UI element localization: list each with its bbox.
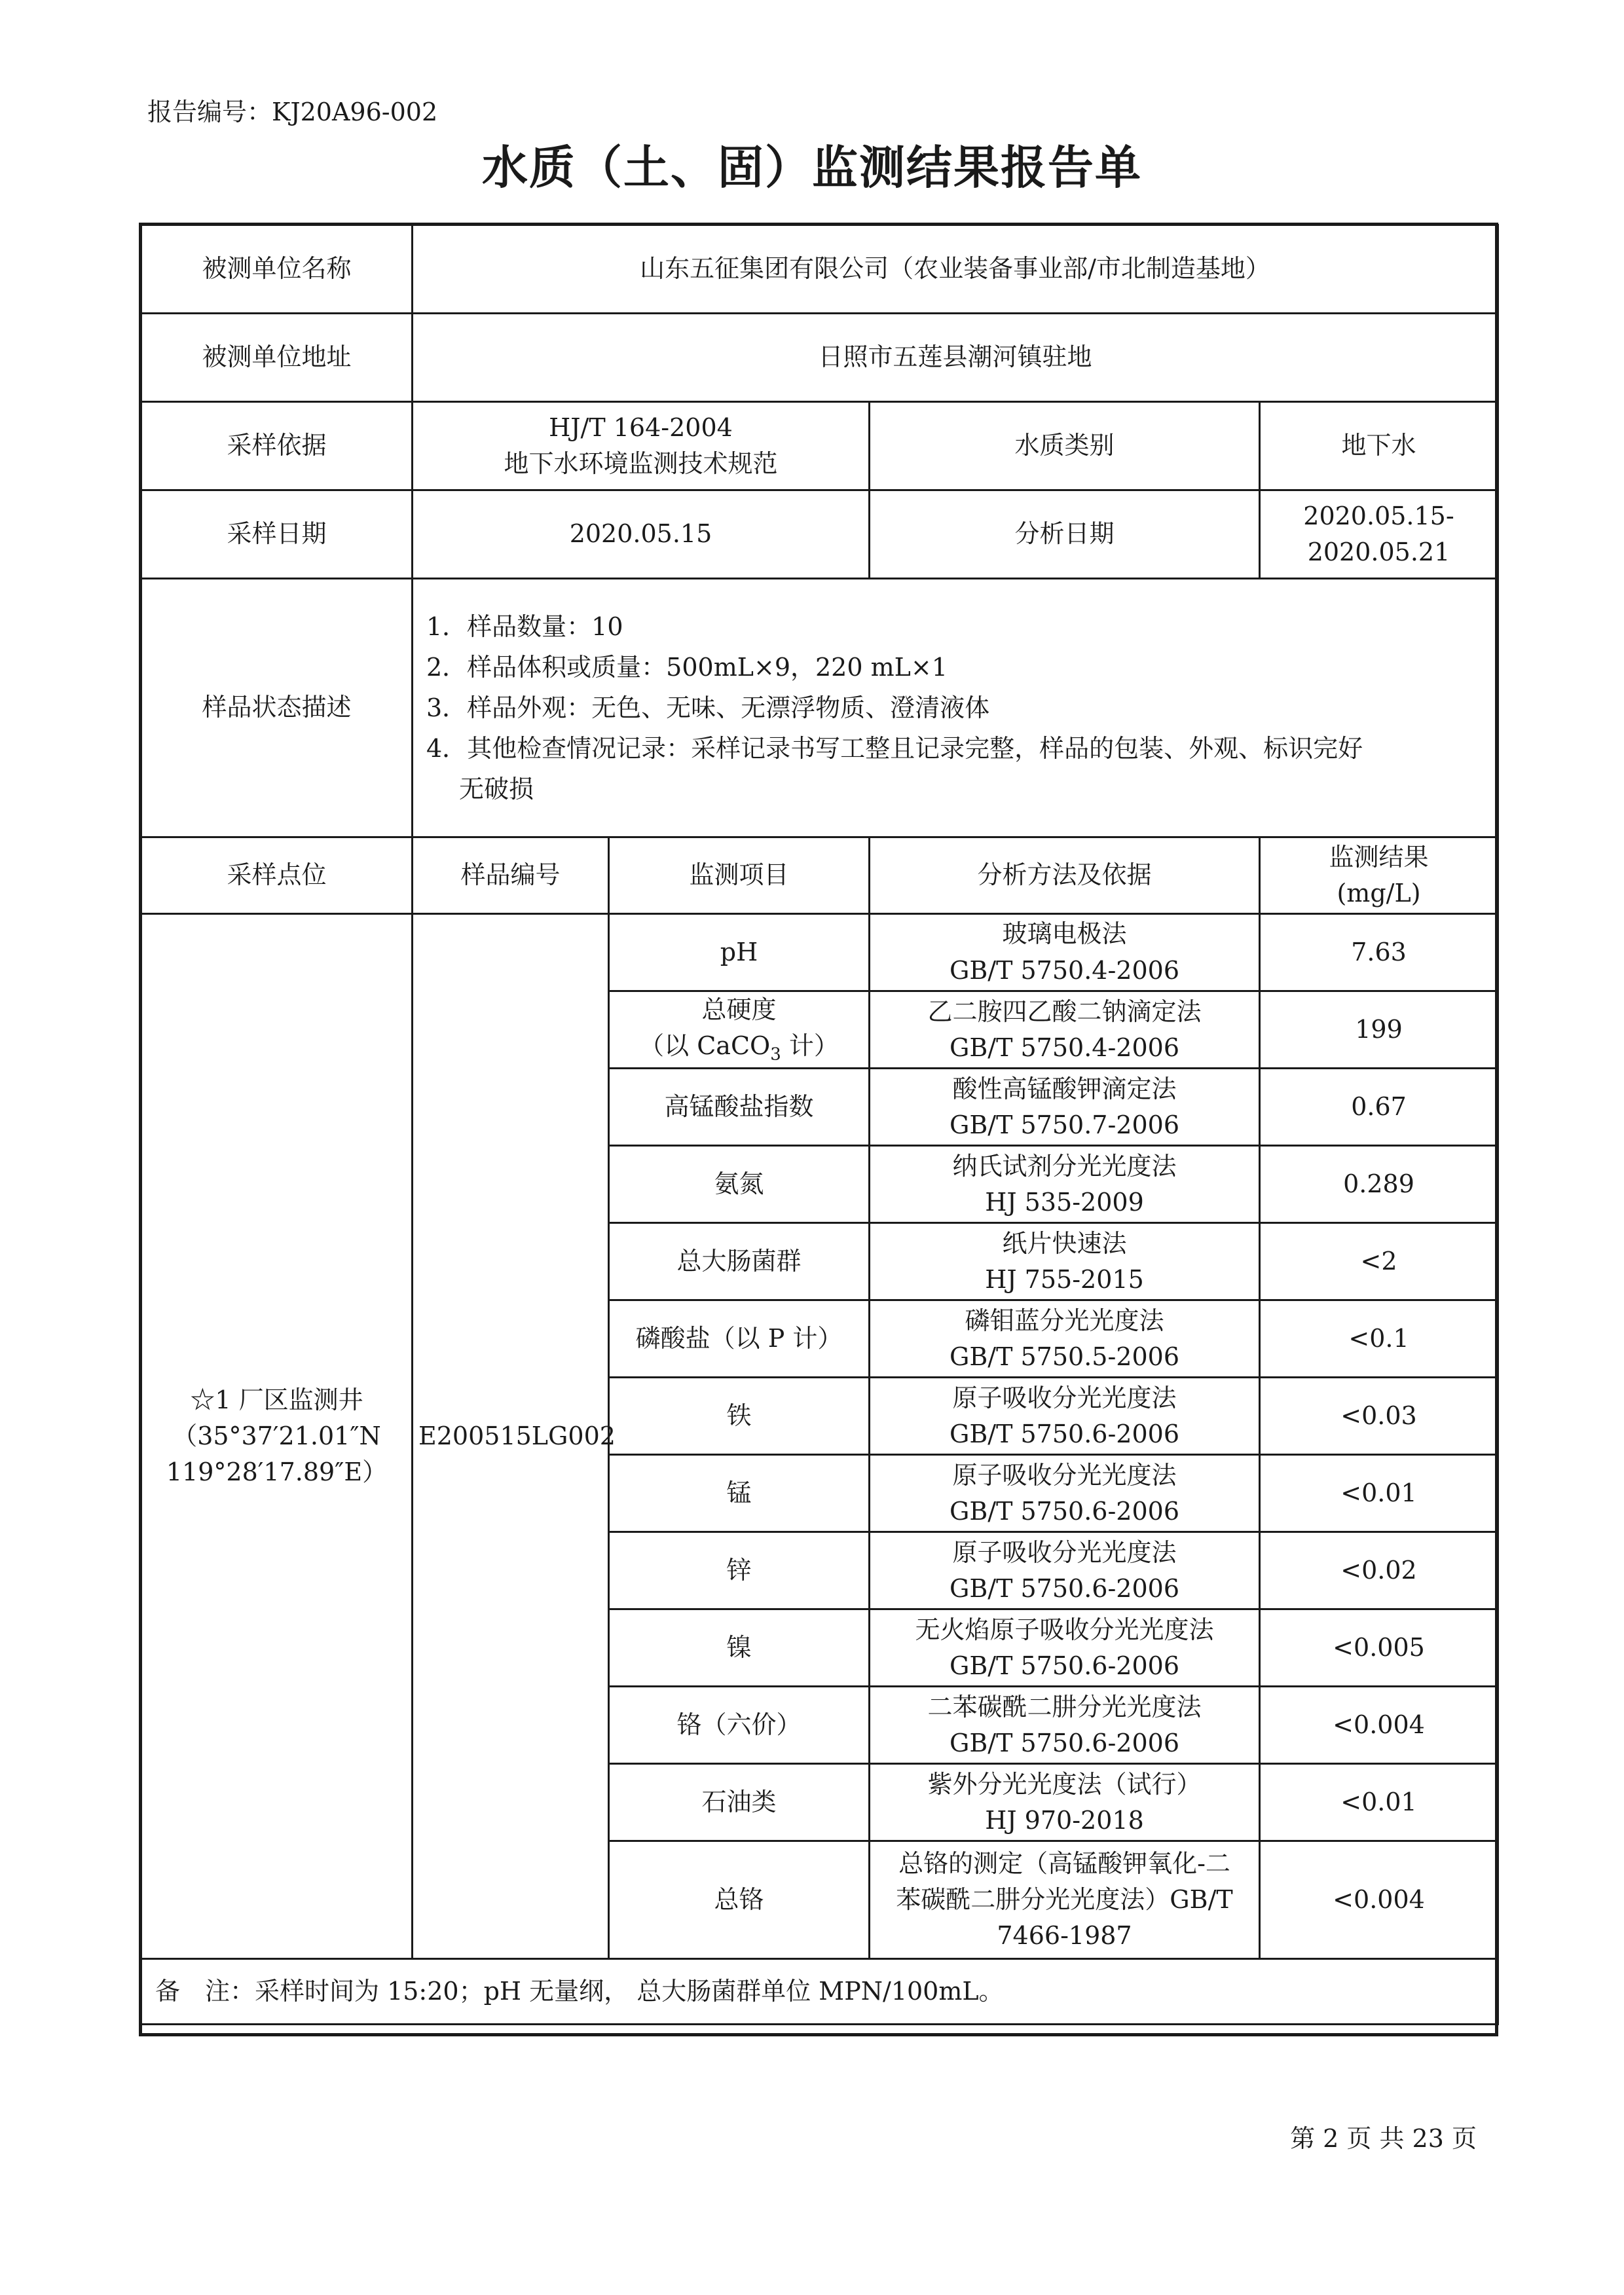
result-cell: <0.005: [1260, 1609, 1498, 1687]
page-title: 水质（土、固）监测结果报告单: [482, 141, 1142, 194]
result-cell: <0.03: [1260, 1378, 1498, 1455]
sampling-basis-label: 采样依据: [141, 402, 413, 490]
method-name: 紫外分光光度法（试行）: [927, 1769, 1202, 1799]
method-standard: GB/T 5750.5-2006: [949, 1342, 1180, 1371]
item-cell: 锌: [609, 1532, 870, 1609]
item-qualifier-a: （以 CaCO: [639, 1031, 771, 1061]
site-cell: [141, 914, 413, 1959]
item-cell: 铁: [609, 1378, 870, 1455]
item-cell: 总大肠菌群: [609, 1223, 870, 1300]
method-name: 二苯碳酰二肼分光光度法: [927, 1692, 1202, 1721]
item-cell: 高锰酸盐指数: [609, 1069, 870, 1146]
method-standard: GB/T 5750.6-2006: [949, 1651, 1180, 1680]
report-table: [140, 224, 1499, 2025]
method-name-cont: 苯碳酰二肼分光光度法）GB/T: [896, 1885, 1233, 1915]
result-cell: <0.004: [1260, 1687, 1498, 1764]
method-standard: HJ 970-2018: [985, 1805, 1144, 1835]
result-cell: <2: [1260, 1223, 1498, 1300]
method-cell: [870, 1841, 1260, 1959]
unit-name-value: 山东五征集团有限公司（农业装备事业部/市北制造基地）: [413, 225, 1498, 314]
result-cell: <0.01: [1260, 1455, 1498, 1532]
column-header-row: [141, 837, 1498, 914]
result-cell: 0.67: [1260, 1069, 1498, 1146]
unit-address-value: 日照市五莲县潮河镇驻地: [413, 314, 1498, 402]
method-cell: [870, 1609, 1260, 1687]
col-header-sample-no: 样品编号: [413, 837, 609, 914]
site-longitude: 119°28′17.89″E）: [166, 1458, 388, 1487]
method-cell: [870, 1455, 1260, 1532]
item-qualifier-sub: 3: [770, 1044, 781, 1065]
item-cell: 总铬: [609, 1841, 870, 1959]
result-cell: <0.1: [1260, 1300, 1498, 1378]
method-name: 乙二胺四乙酸二钠滴定法: [927, 997, 1202, 1026]
method-name: 纳氏试剂分光光度法: [952, 1151, 1177, 1181]
item-qualifier: [615, 1028, 863, 1067]
sampling-basis-row: [141, 402, 1498, 490]
sample-desc-item: 1．样品数量：10: [426, 612, 623, 641]
method-standard: 7466-1987: [997, 1921, 1132, 1951]
sample-desc-row: [141, 579, 1498, 837]
water-type-value: 地下水: [1260, 402, 1498, 490]
method-standard: HJ 535-2009: [985, 1187, 1144, 1217]
method-standard: GB/T 5750.4-2006: [949, 1033, 1180, 1062]
col-header-item: 监测项目: [609, 837, 870, 914]
site-latitude: （35°37′21.01″N: [172, 1422, 381, 1451]
page-footer: 第 2 页 共 23 页: [1290, 2124, 1477, 2153]
method-cell: [870, 1532, 1260, 1609]
sample-number-cell: E200515LG002: [413, 914, 609, 1959]
result-cell: 199: [1260, 991, 1498, 1069]
sampling-basis-standard: HJ/T 164-2004: [549, 413, 733, 442]
sample-desc-item: 4．其他检查情况记录：采样记录书写工整且记录完整，样品的包装、外观、标识完好: [426, 734, 1363, 763]
method-standard: GB/T 5750.6-2006: [949, 1573, 1180, 1603]
method-name: 原子吸收分光光度法: [952, 1460, 1177, 1490]
method-standard: GB/T 5750.4-2006: [949, 955, 1180, 985]
method-cell: [870, 991, 1260, 1069]
method-name: 原子吸收分光光度法: [952, 1537, 1177, 1567]
item-cell: 石油类: [609, 1764, 870, 1841]
analysis-date-label: 分析日期: [870, 490, 1260, 579]
unit-address-label: 被测单位地址: [141, 314, 413, 402]
item-cell: 磷酸盐（以 P 计）: [609, 1300, 870, 1378]
dates-row: [141, 490, 1498, 579]
method-name: 无火焰原子吸收分光光度法: [915, 1615, 1214, 1644]
sample-desc-item: 2．样品体积或质量：500mL×9，220 mL×1: [426, 653, 948, 682]
unit-address-row: [141, 314, 1498, 402]
col-header-result-label: 监测结果: [1329, 842, 1429, 872]
item-name: 总硬度: [701, 995, 777, 1024]
water-type-label: 水质类别: [870, 402, 1260, 490]
method-name: 纸片快速法: [1002, 1228, 1127, 1258]
col-header-method: 分析方法及依据: [870, 837, 1260, 914]
method-cell: [870, 1069, 1260, 1146]
method-standard: GB/T 5750.6-2006: [949, 1728, 1180, 1757]
sampling-date-label: 采样日期: [141, 490, 413, 579]
method-cell: [870, 1764, 1260, 1841]
item-cell: 氨氮: [609, 1146, 870, 1223]
method-name: 酸性高锰酸钾滴定法: [952, 1074, 1177, 1103]
method-name: 原子吸收分光光度法: [952, 1383, 1177, 1412]
unit-name-label: 被测单位名称: [141, 225, 413, 314]
item-cell: pH: [609, 914, 870, 991]
item-qualifier-b: 计）: [781, 1031, 839, 1061]
sampling-basis-title: 地下水环境监测技术规范: [504, 449, 778, 478]
method-name: 玻璃电极法: [1002, 919, 1127, 949]
method-standard: HJ 755-2015: [985, 1264, 1144, 1294]
col-header-point: 采样点位: [141, 837, 413, 914]
method-cell: [870, 1146, 1260, 1223]
note-row: [141, 1959, 1498, 2025]
method-standard: GB/T 5750.6-2006: [949, 1419, 1180, 1448]
method-standard: GB/T 5750.6-2006: [949, 1496, 1180, 1526]
sample-desc-item: 无破损: [459, 775, 534, 803]
item-cell: 镍: [609, 1609, 870, 1687]
col-header-result-unit: (mg/L): [1337, 879, 1421, 908]
method-cell: [870, 1687, 1260, 1764]
unit-name-row: [141, 225, 1498, 314]
note: 备 注：采样时间为 15:20；pH 无量纲， 总大肠菌群单位 MPN/100mL。: [141, 1959, 1498, 2025]
site-name: ☆1 厂区监测井: [190, 1386, 363, 1415]
item-cell: 铬（六价）: [609, 1687, 870, 1764]
result-cell: <0.004: [1260, 1841, 1498, 1959]
result-cell: 7.63: [1260, 914, 1498, 991]
sampling-date-value: 2020.05.15: [413, 490, 870, 579]
sample-desc-list: [413, 579, 1498, 837]
item-cell: [609, 991, 870, 1069]
table-row: [141, 914, 1498, 991]
sample-desc-label: 样品状态描述: [141, 579, 413, 837]
method-cell: [870, 914, 1260, 991]
item-cell: 锰: [609, 1455, 870, 1532]
method-standard: GB/T 5750.7-2006: [949, 1110, 1180, 1139]
method-cell: [870, 1223, 1260, 1300]
col-header-result: [1260, 837, 1498, 914]
report-number: 报告编号：KJ20A96-002: [147, 98, 438, 126]
method-cell: [870, 1378, 1260, 1455]
sampling-basis-value: [413, 402, 870, 490]
analysis-date-value: 2020.05.15-2020.05.21: [1260, 490, 1498, 579]
method-cell: [870, 1300, 1260, 1378]
method-name: 磷钼蓝分光光度法: [965, 1306, 1164, 1335]
sample-desc-item: 3．样品外观：无色、无味、无漂浮物质、澄清液体: [426, 693, 990, 722]
result-cell: <0.02: [1260, 1532, 1498, 1609]
method-name: 总铬的测定（高锰酸钾氧化-二: [898, 1849, 1230, 1879]
result-cell: <0.01: [1260, 1764, 1498, 1841]
result-cell: 0.289: [1260, 1146, 1498, 1223]
